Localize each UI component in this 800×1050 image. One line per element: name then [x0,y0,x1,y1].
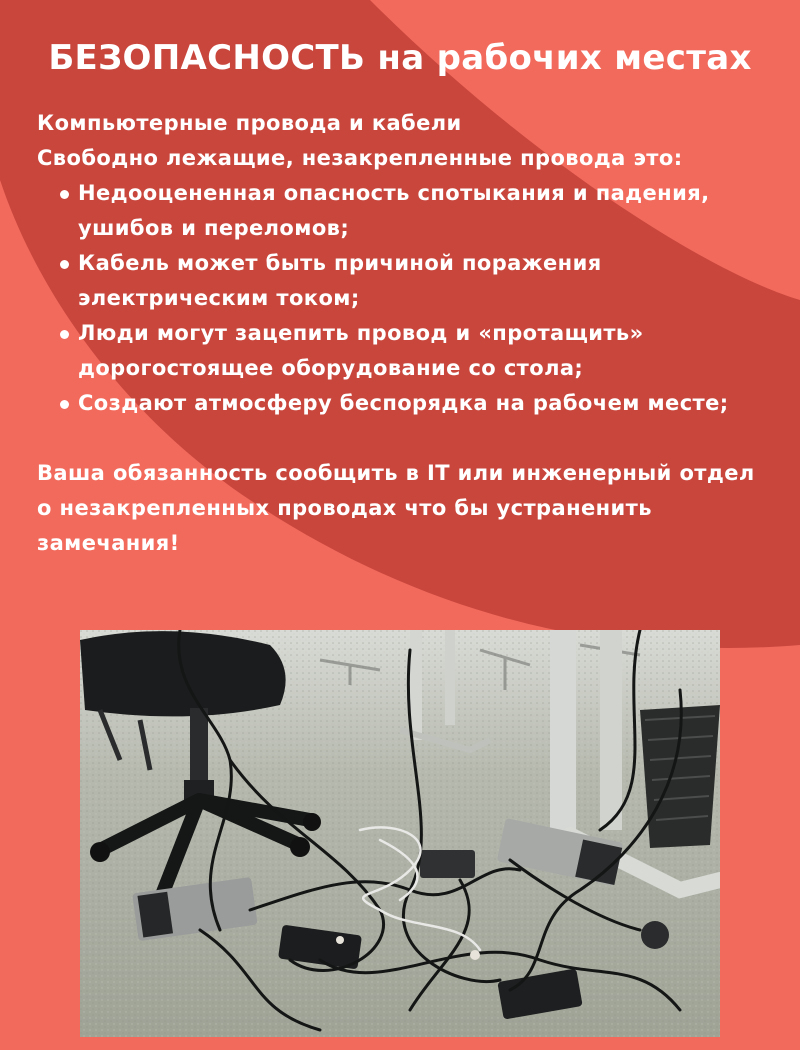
notice-line: Ваша обязанность сообщить в IT или инженерный отдел [37,461,755,485]
notice-line: о незакрепленных проводах что бы устраненить [37,496,652,520]
list-item [60,176,777,246]
list-item [60,316,777,386]
intro-text: Свободно лежащие, незакрепленные провода это: [37,146,683,170]
notice-line: замечания! [37,531,180,555]
bullet-icon [60,330,69,339]
list-item [60,386,777,421]
list-item-label: Кабель может быть причиной поражения электрическим током; [78,251,602,310]
subtitle: Компьютерные провода и кабели [37,111,462,135]
list-item-label: Недооцененная опасность спотыкания и падения, ушибов и переломов; [78,181,710,240]
notice-text [37,456,777,561]
bullet-icon [60,400,69,409]
cables-photo [80,630,720,1037]
bullet-icon [60,260,69,269]
main-text [37,106,777,561]
page-title: БЕЗОПАСНОСТЬ на рабочих местах [48,38,752,78]
bullet-icon [60,190,69,199]
list-item-label: Люди могут зацепить провод и «протащить» дорогостоящее оборудование со стола; [78,321,644,380]
list-item [60,246,777,316]
list-item-label: Создают атмосферу беспорядка на рабочем месте; [78,391,729,415]
hazard-list [37,176,777,421]
